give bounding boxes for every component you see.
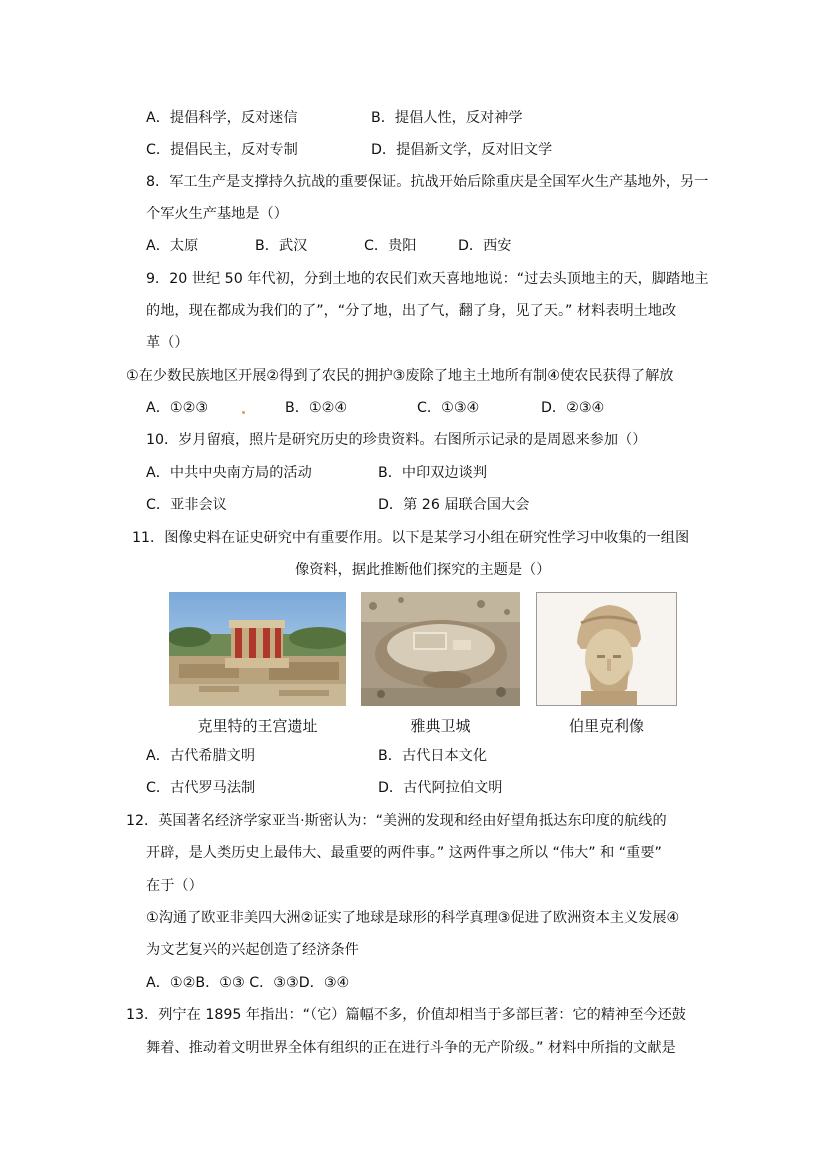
q9-stem-line2: 的地，现在都成为我们的了”，“分了地，出了气，翻了身，见了天。” 材料表明土地改 (146, 303, 677, 319)
q11-option-c: C．古代罗马法制 (146, 780, 256, 796)
q11-option-d: D．古代阿拉伯文明 (378, 780, 503, 796)
q7-option-c: C．提倡民主，反对专制 (146, 142, 298, 158)
q12-stem-line1: 12．英国著名经济学家亚当·斯密认为：“美洲的发现和经由好望角抵达东印度的航线的 (126, 813, 667, 829)
q12-items-line1: ①沟通了欧亚非美四大洲②证实了地球是球形的科学真理③促进了欧洲资本主义发展④ (146, 910, 680, 926)
q10-option-b: B．中印双边谈判 (378, 465, 488, 481)
caption-acropolis: 雅典卫城 (410, 717, 471, 735)
q8-option-b: B．武汉 (255, 238, 308, 254)
q9-stem-line3: 革（） (146, 335, 189, 351)
q8-stem-line1: 8．军工生产是支撑持久抗战的重要保证。抗战开始后除重庆是全国军火生产基地外，另一 (146, 174, 709, 190)
q11-option-b: B．古代日本文化 (378, 748, 488, 764)
knossos-palace-photo (169, 592, 346, 706)
q9-items: ①在少数民族地区开展②得到了农民的拥护③废除了地主土地所有制④使农民获得了解放 (126, 368, 674, 384)
q9-option-a: A．①②③ (146, 400, 209, 416)
q8-stem-line2: 个军火生产基地是（） (146, 206, 288, 222)
acropolis-photo (361, 592, 520, 706)
q8-option-c: C．贵阳 (364, 238, 417, 254)
stray-mark (242, 411, 245, 414)
q7-option-b: B．提倡人性，反对神学 (371, 110, 523, 126)
q10-stem: 10．岁月留痕，照片是研究历史的珍贵资料。右图所示记录的是周恩来参加（） (146, 432, 647, 448)
q9-option-b: B．①②④ (285, 400, 348, 416)
q7-option-a: A．提倡科学，反对迷信 (146, 110, 298, 126)
q13-stem-line2: 舞着、推动着文明世界全体有组织的正在进行斗争的无产阶级。” 材料中所指的文献是 (146, 1040, 676, 1056)
q9-stem-line1: 9．20 世纪 50 年代初，分到土地的农民们欢天喜地地说：“过去头顶地主的天，脚踏地主 (146, 271, 709, 287)
caption-pericles: 伯里克利像 (568, 717, 644, 735)
q8-option-a: A．太原 (146, 238, 199, 254)
pericles-bust-photo (536, 592, 677, 706)
q11-stem-line2: 像资料，据此推断他们探究的主题是（） (295, 562, 551, 578)
q13-stem-line1: 13．列宁在 1895 年指出：“（它）篇幅不多，价值却相当于多部巨著：它的精神至今还鼓 (126, 1007, 686, 1023)
q10-option-d: D．第 26 届联合国大会 (378, 497, 530, 513)
q12-options: A．①②B．①③ C．③③D．③④ (146, 975, 350, 991)
q10-option-c: C．亚非会议 (146, 497, 227, 513)
q12-items-line2: 为文艺复兴的兴起创造了经济条件 (146, 942, 359, 958)
q9-option-d: D．②③④ (541, 400, 605, 416)
caption-knossos: 克里特的王宫遗址 (197, 717, 318, 735)
q9-option-c: C．①③④ (417, 400, 480, 416)
q7-option-d: D．提倡新文学，反对旧文学 (371, 142, 553, 158)
q10-option-a: A．中共中央南方局的活动 (146, 465, 312, 481)
q12-stem-line3: 在于（） (146, 878, 203, 894)
q11-stem-line1: 11．图像史料在证史研究中有重要作用。以下是某学习小组在研究性学习中收集的一组图 (132, 530, 690, 546)
q12-stem-line2: 开辟，是人类历史上最伟大、最重要的两件事。” 这两件事之所以 “伟大” 和 “重要” (146, 845, 662, 861)
q8-option-d: D．西安 (458, 238, 512, 254)
q11-option-a: A．古代希腊文明 (146, 748, 256, 764)
